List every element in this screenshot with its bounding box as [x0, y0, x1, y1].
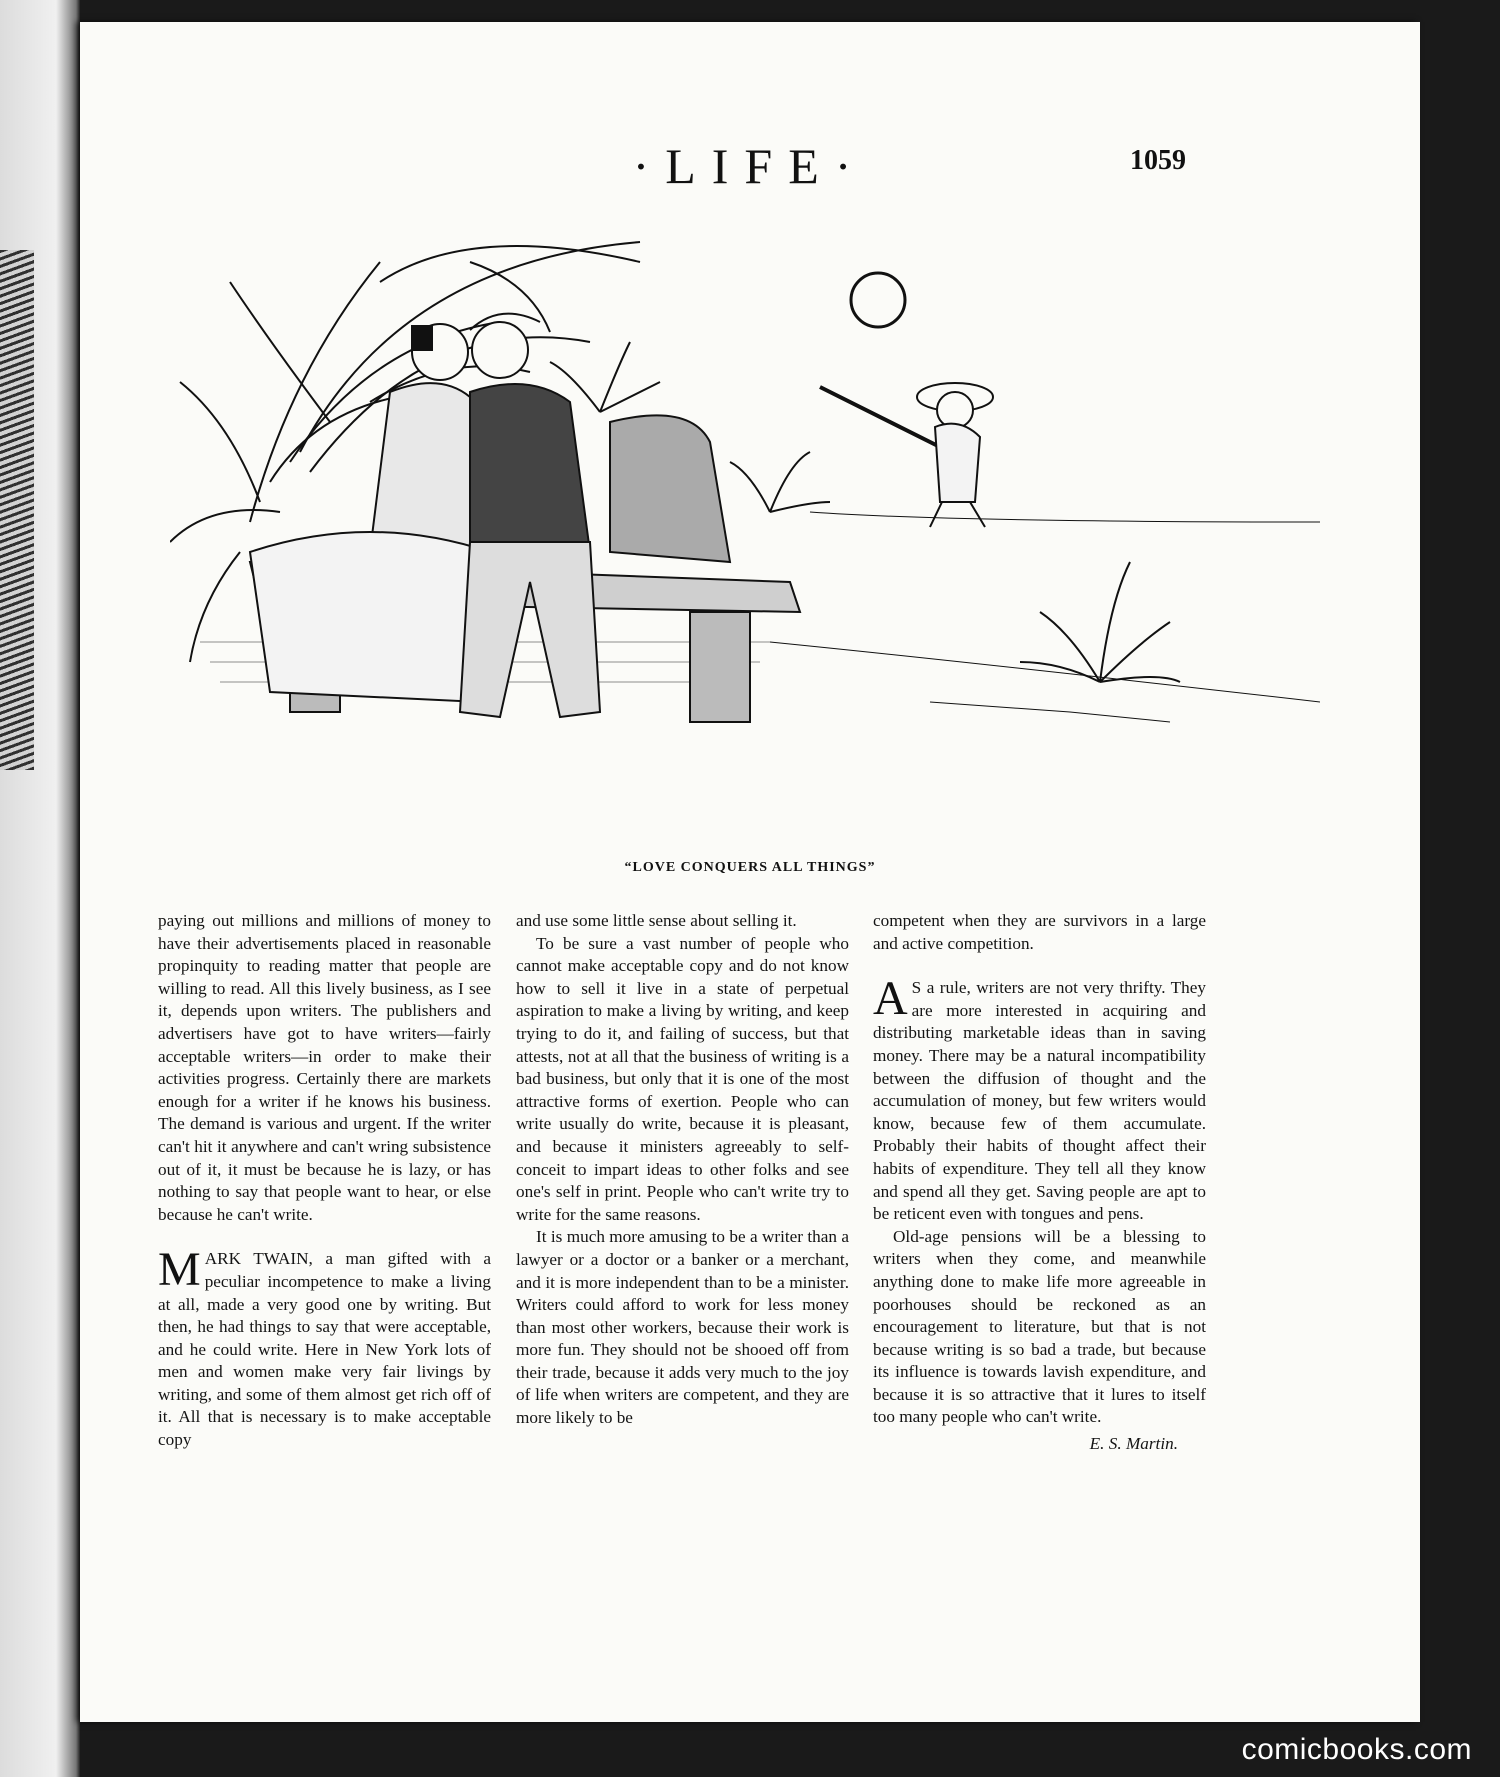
watermark: comicbooks.com: [1241, 1733, 1472, 1766]
cupid-with-gun-icon: [820, 383, 993, 527]
paragraph: and use some little sense about selling it.: [516, 911, 797, 930]
paragraph: paying out millions and millions of money to have their advertisements placed in reasonable propinquity to reading matter that people are willing to read. All this lively business, as I see it, depends upon writers. The publishers and advertisers have got to have writers—fairly acceptable writers—in order to make their activities progress. Certainly there are markets enough for a writer if he knows his business. The demand is various and urgent. If the writer can't hit it anywhere and can't wring subsistence out of it, it must be because he is lazy, or has nothing to say that people want to hear, or else because he can't write.: [158, 911, 491, 1224]
paragraph: Old-age pensions will be a blessing to writers when they come, and meanwhile anything done to make life more agreeable in poorhouses should be reckoned as an encouragement to literature, but that is not because writing is so bad a trade, but because its influence is towards lavish expenditure, and because it is so attractive that it lures to itself too many people who can't write.: [873, 1226, 1206, 1427]
sun-icon: [851, 273, 905, 327]
paragraph-text: a man gifted with a peculiar incompetence to make a living at all, made a very good one by writing. But then, he had things to say that were acceptable, and he could write. Here in New York lots of men and women make very fair livings by writing, and some of them almost get rich off of it. All that is necessary is to make acceptable copy: [158, 1249, 491, 1450]
facing-page-illustration-fragment: [0, 250, 34, 770]
illustration-caption: “LOVE CONQUERS ALL THINGS”: [624, 860, 876, 875]
paragraph-mark-twain: [158, 1243, 491, 1451]
ground-path: [770, 512, 1320, 722]
illustration: [170, 222, 1320, 842]
paragraph: competent when they are survivors in a large and active competition.: [873, 911, 1206, 953]
article-column-3: [873, 910, 1206, 1456]
paragraph: It is much more amusing to be a writer than a lawyer or a doctor or a banker or a merchant, and it is more independent than to be a minister. Writers could afford to work for less money than most other workers, because their work is more fun. They should not be shooed off from their trade, because it adds very much to the joy of life when writers are competent, and they are more likely to be: [516, 1227, 849, 1428]
article-column-1: [158, 910, 491, 1452]
magazine-page: [80, 22, 1420, 1722]
couple-figures: [250, 314, 600, 717]
article-column-2: [516, 910, 849, 1430]
masthead: ·LIFE·: [632, 138, 868, 194]
drop-cap: M: [158, 1243, 201, 1297]
author-signature: E. S. Martin.: [1089, 1434, 1178, 1454]
page-number: 1059: [1130, 145, 1186, 176]
paragraph-text: a rule, writers are not very thrifty. They are more interested in acquiring and distributing marketable ideas than in saving money. There may be a natural incompatibility between the diffusion of thought and the accumulation of money, but few writers would know, because few of them accumulate. Probably their habits of thought affect their habits of expenditure. They tell all they know and spend all they get. Saving people are apt to be reticent even with tongues and pens.: [873, 978, 1206, 1224]
lead-in: ARK TWAIN,: [204, 1249, 313, 1269]
facing-page-edge: [0, 0, 80, 1777]
paragraph: To be sure a vast number of people who cannot make acceptable copy and do not know how to sell it live in a state of perpetual aspiration to make a living by writing, and keep trying to do it, and failing of success, but that attests, not at all that the business of writing is a bad business, but only that it is one of the most attractive forms of exertion. People who can write usually do write, because it is pleasant, and because it ministers agreeably to self-conceit to impart ideas to other folks and see one's self in print. People who can't write try to write for the same reasons.: [516, 933, 849, 1224]
lead-in: S: [911, 978, 922, 998]
paragraph-as-a-rule: [873, 972, 1206, 1226]
drop-cap: A: [873, 972, 908, 1026]
